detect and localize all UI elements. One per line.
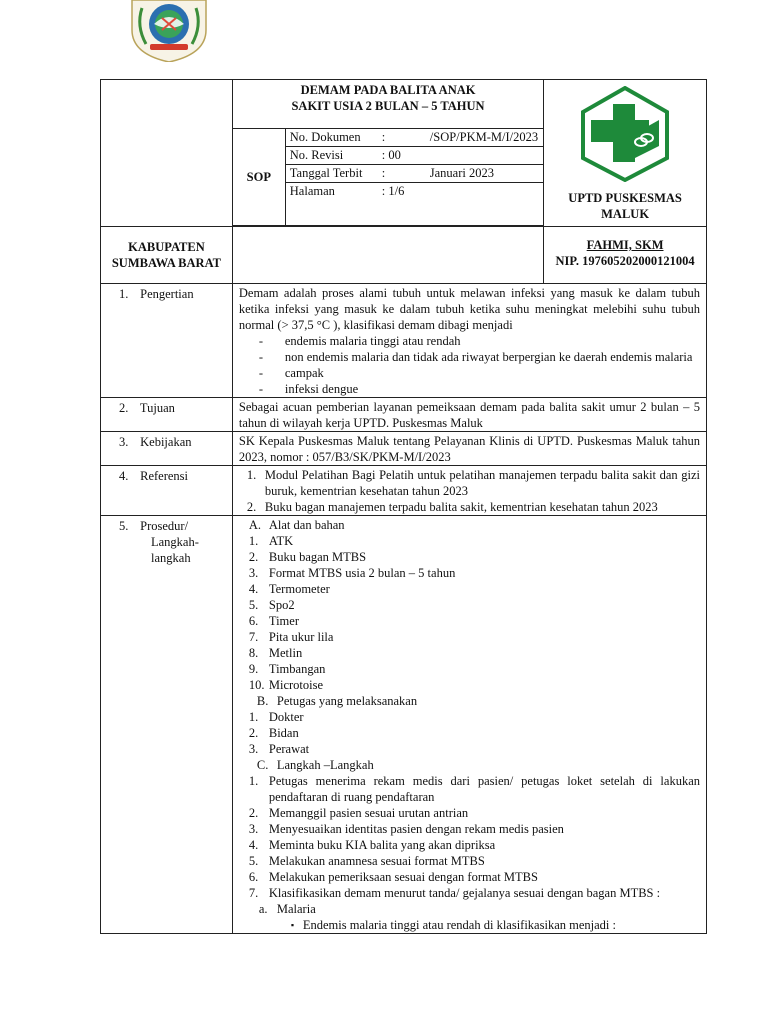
list-item: 3. Perawat <box>248 742 310 756</box>
list-item: 7. Pita ukur lila <box>248 630 334 644</box>
list-item: 4. Meminta buku KIA balita yang akan dipriksa <box>248 838 496 852</box>
title-line-1: DEMAM PADA BALITA ANAK <box>300 83 476 97</box>
regency-name: KABUPATEN SUMBAWA BARAT <box>101 227 233 284</box>
sop-document-table <box>100 79 707 934</box>
section-referensi <box>101 466 707 516</box>
org-block <box>544 80 707 227</box>
title-line-2: SAKIT USIA 2 BULAN – 5 TAHUN <box>291 99 485 113</box>
list-item: 3. Format MTBS usia 2 bulan – 5 tahun <box>248 566 456 580</box>
list-item: - non endemis malaria dan tidak ada riwayat berpergian ke daerah endemis malaria <box>259 349 700 365</box>
document-title <box>232 80 543 129</box>
list-item: 5. Spo2 <box>248 598 295 612</box>
list-item: 2. Buku bagan manajemen terpadu balita sakit, kementrian kesehatan tahun 2023 <box>246 500 658 514</box>
org-name-line-2: MALUK <box>601 207 650 221</box>
section-label: 4. Referensi <box>101 466 233 516</box>
section-content <box>232 466 706 516</box>
meta-revision: No. Revisi : 00 <box>286 147 543 165</box>
list-item: 6. Timer <box>248 614 299 628</box>
pengertian-text: Demam adalah proses alami tubuh untuk melawan infeksi yang masuk ke dalam tubuh ketika infeksi yang masuk ke dalam tubuh ketika suhu meningkat melebihi suhu tubuh normal (> 37,5 °C ), klasifikasi demam dibagi menjadi <box>238 286 700 332</box>
signature-row <box>101 227 707 284</box>
section-kebijakan <box>101 432 707 466</box>
list-item: 5. Melakukan anamnesa sesuai format MTBS <box>248 854 485 868</box>
meta-issue-date: Tanggal Terbit : Januari 2023 <box>286 165 543 183</box>
regency-emblem-logo <box>124 0 214 62</box>
list-item: 1. Modul Pelatihan Bagi Pelatih untuk pelatihan manajemen terpadu balita sakit dan gizi buruk, kementrian kesehatan tahun 2023 <box>246 468 700 498</box>
section-prosedur <box>101 516 707 934</box>
section-label: 5. Prosedur/ Langkah- langkah <box>101 516 233 934</box>
list-item: 9. Timbangan <box>248 662 326 676</box>
list-item: 1. ATK <box>248 534 294 548</box>
list-item: 1. Dokter <box>248 710 304 724</box>
kebijakan-text: SK Kepala Puskesmas Maluk tentang Pelayanan Klinis di UPTD. Puskesmas Maluk tahun 2023, nomor : 057/B3/SK/PKM-M/I/2023 <box>232 432 706 466</box>
header-title-row <box>101 80 707 129</box>
section-tujuan <box>101 398 707 432</box>
list-item: - campak <box>259 365 700 381</box>
sop-label: SOP <box>232 129 285 226</box>
puskesmas-logo <box>575 86 675 182</box>
procedure-heading-b: B. Petugas yang melaksanakan <box>256 694 418 708</box>
section-pengertian <box>101 284 707 398</box>
list-item: 2. Buku bagan MTBS <box>248 550 367 564</box>
section-label: 1. Pengertian <box>101 284 233 398</box>
signature-blank <box>232 227 543 284</box>
meta-doc-number: No. Dokumen : /SOP/PKM-M/I/2023 <box>286 129 543 147</box>
list-item: 2. Memanggil pasien sesuai urutan antrian <box>248 806 469 820</box>
signatory <box>544 227 707 284</box>
pengertian-list <box>239 333 700 397</box>
section-content <box>232 516 706 934</box>
meta-page: Halaman : 1/6 <box>289 184 405 199</box>
list-item: 2. Bidan <box>248 726 299 740</box>
list-item: 1. Petugas menerima rekam medis dari pasien/ petugas loket setelah di lakukan pendaftaran di ruang pendaftaran <box>248 774 700 804</box>
list-item: 3. Menyesuaikan identitas pasien dengan rekam medis pasien <box>248 822 564 836</box>
bullet-item: ▪ Endemis malaria tinggi atau rendah di klasifikasikan menjadi : <box>290 918 616 932</box>
list-item: 7. Klasifikasikan demam menurut tanda/ gejalanya sesuai dengan bagan MTBS : <box>248 886 661 900</box>
list-item: 8. Metlin <box>248 646 303 660</box>
section-label: 2. Tujuan <box>101 398 233 432</box>
list-item: - endemis malaria tinggi atau rendah <box>259 333 700 349</box>
org-name-line-1: UPTD PUSKESMAS <box>568 191 682 205</box>
list-item: 4. Termometer <box>248 582 330 596</box>
sub-item-malaria: a. Malaria <box>258 902 316 916</box>
list-item: 6. Melakukan pemeriksaan sesuai dengan format MTBS <box>248 870 538 884</box>
list-item: 10. Microtoise <box>248 678 324 692</box>
referensi-list <box>237 467 700 515</box>
meta-block <box>285 129 543 226</box>
procedure-heading-c: C. Langkah –Langkah <box>256 758 374 772</box>
tujuan-text: Sebagai acuan pemberian layanan pemeiksaan demam pada balita sakit umur 2 bulan – 5 tahun di wilayah kerja UPTD. Puskesmas Maluk <box>232 398 706 432</box>
header-left-blank <box>101 80 233 227</box>
signatory-nip: NIP. 197605202000121004 <box>555 254 695 268</box>
signatory-name: FAHMI, SKM <box>586 238 664 252</box>
section-content <box>232 284 706 398</box>
section-label: 3. Kebijakan <box>101 432 233 466</box>
list-item: - infeksi dengue <box>259 381 700 397</box>
procedure-heading-a: A. Alat dan bahan <box>248 518 345 532</box>
